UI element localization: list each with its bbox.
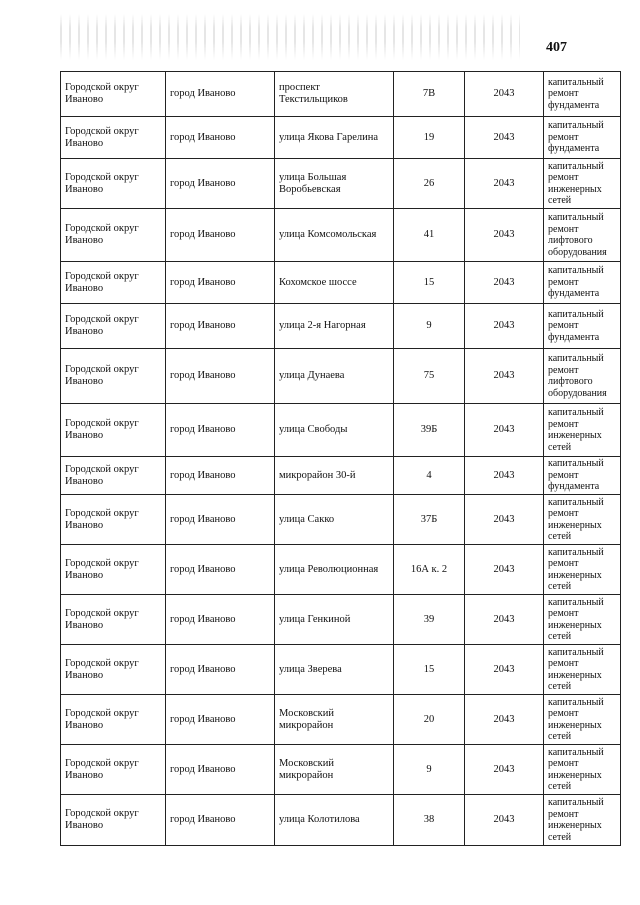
table-row xyxy=(61,159,621,209)
house-cell: 9 xyxy=(394,745,465,795)
gorod-cell: город Иваново xyxy=(166,795,275,846)
street-cell: проспект Текстильщиков xyxy=(275,72,394,117)
house-cell: 19 xyxy=(394,117,465,159)
table-row xyxy=(61,209,621,262)
house-cell: 26 xyxy=(394,159,465,209)
year-cell: 2043 xyxy=(465,795,544,846)
gorod-cell: город Иваново xyxy=(166,645,275,695)
register-table-body xyxy=(61,72,621,846)
year-cell: 2043 xyxy=(465,645,544,695)
house-cell: 9 xyxy=(394,304,465,349)
okrug-cell: Городской округ Иваново xyxy=(61,457,166,495)
house-cell: 4 xyxy=(394,457,465,495)
gorod-cell: город Иваново xyxy=(166,595,275,645)
gorod-cell: город Иваново xyxy=(166,209,275,262)
table-row xyxy=(61,117,621,159)
table-row xyxy=(61,262,621,304)
street-cell: улица Комсомольская xyxy=(275,209,394,262)
year-cell: 2043 xyxy=(465,595,544,645)
street-cell: улица Свободы xyxy=(275,404,394,457)
street-cell: улица Революционная xyxy=(275,545,394,595)
year-cell: 2043 xyxy=(465,495,544,545)
gorod-cell: город Иваново xyxy=(166,745,275,795)
year-cell: 2043 xyxy=(465,159,544,209)
house-cell: 38 xyxy=(394,795,465,846)
street-cell: улица Сакко xyxy=(275,495,394,545)
okrug-cell: Городской округ Иваново xyxy=(61,72,166,117)
okrug-cell: Городской округ Иваново xyxy=(61,545,166,595)
okrug-cell: Городской округ Иваново xyxy=(61,595,166,645)
house-cell: 41 xyxy=(394,209,465,262)
year-cell: 2043 xyxy=(465,695,544,745)
work-cell: капитальный ремонт фундамента xyxy=(544,72,621,117)
table-row xyxy=(61,545,621,595)
table-row xyxy=(61,304,621,349)
okrug-cell: Городской округ Иваново xyxy=(61,349,166,404)
house-cell: 15 xyxy=(394,645,465,695)
okrug-cell: Городской округ Иваново xyxy=(61,262,166,304)
street-cell: улица Большая Воробьевская xyxy=(275,159,394,209)
table-row xyxy=(61,72,621,117)
okrug-cell: Городской округ Иваново xyxy=(61,695,166,745)
table-row xyxy=(61,795,621,846)
work-cell: капитальный ремонт инженерных сетей xyxy=(544,695,621,745)
scan-noise xyxy=(60,14,520,60)
work-cell: капитальный ремонт инженерных сетей xyxy=(544,159,621,209)
work-cell: капитальный ремонт лифтового оборудования xyxy=(544,209,621,262)
street-cell: Московский микрорайон xyxy=(275,695,394,745)
gorod-cell: город Иваново xyxy=(166,695,275,745)
year-cell: 2043 xyxy=(465,209,544,262)
table-row xyxy=(61,745,621,795)
street-cell: улица Генкиной xyxy=(275,595,394,645)
street-cell: Кохомское шоссе xyxy=(275,262,394,304)
work-cell: капитальный ремонт инженерных сетей xyxy=(544,545,621,595)
street-cell: улица Зверева xyxy=(275,645,394,695)
table-row xyxy=(61,595,621,645)
okrug-cell: Городской округ Иваново xyxy=(61,117,166,159)
street-cell: Московский микрорайон xyxy=(275,745,394,795)
year-cell: 2043 xyxy=(465,457,544,495)
year-cell: 2043 xyxy=(465,262,544,304)
year-cell: 2043 xyxy=(465,304,544,349)
work-cell: капитальный ремонт инженерных сетей xyxy=(544,404,621,457)
work-cell: капитальный ремонт инженерных сетей xyxy=(544,495,621,545)
gorod-cell: город Иваново xyxy=(166,159,275,209)
work-cell: капитальный ремонт инженерных сетей xyxy=(544,745,621,795)
okrug-cell: Городской округ Иваново xyxy=(61,495,166,545)
work-cell: капитальный ремонт инженерных сетей xyxy=(544,645,621,695)
year-cell: 2043 xyxy=(465,117,544,159)
work-cell: капитальный ремонт фундамента xyxy=(544,262,621,304)
work-cell: капитальный ремонт инженерных сетей xyxy=(544,595,621,645)
table-row xyxy=(61,645,621,695)
house-cell: 37Б xyxy=(394,495,465,545)
okrug-cell: Городской округ Иваново xyxy=(61,304,166,349)
table-row xyxy=(61,495,621,545)
okrug-cell: Городской округ Иваново xyxy=(61,209,166,262)
work-cell: капитальный ремонт фундамента xyxy=(544,457,621,495)
work-cell: капитальный ремонт инженерных сетей xyxy=(544,795,621,846)
gorod-cell: город Иваново xyxy=(166,262,275,304)
house-cell: 39Б xyxy=(394,404,465,457)
year-cell: 2043 xyxy=(465,349,544,404)
year-cell: 2043 xyxy=(465,404,544,457)
okrug-cell: Городской округ Иваново xyxy=(61,404,166,457)
street-cell: улица 2-я Нагорная xyxy=(275,304,394,349)
house-cell: 20 xyxy=(394,695,465,745)
work-cell: капитальный ремонт лифтового оборудования xyxy=(544,349,621,404)
street-cell: улица Дунаева xyxy=(275,349,394,404)
page-number: 407 xyxy=(546,40,567,55)
house-cell: 15 xyxy=(394,262,465,304)
okrug-cell: Городской округ Иваново xyxy=(61,645,166,695)
gorod-cell: город Иваново xyxy=(166,117,275,159)
work-cell: капитальный ремонт фундамента xyxy=(544,304,621,349)
okrug-cell: Городской округ Иваново xyxy=(61,159,166,209)
okrug-cell: Городской округ Иваново xyxy=(61,745,166,795)
street-cell: микрорайон 30-й xyxy=(275,457,394,495)
house-cell: 39 xyxy=(394,595,465,645)
okrug-cell: Городской округ Иваново xyxy=(61,795,166,846)
gorod-cell: город Иваново xyxy=(166,495,275,545)
register-table xyxy=(60,71,621,846)
gorod-cell: город Иваново xyxy=(166,349,275,404)
table-row xyxy=(61,457,621,495)
street-cell: улица Колотилова xyxy=(275,795,394,846)
street-cell: улица Якова Гарелина xyxy=(275,117,394,159)
gorod-cell: город Иваново xyxy=(166,545,275,595)
gorod-cell: город Иваново xyxy=(166,72,275,117)
house-cell: 75 xyxy=(394,349,465,404)
work-cell: капитальный ремонт фундамента xyxy=(544,117,621,159)
gorod-cell: город Иваново xyxy=(166,404,275,457)
table-row xyxy=(61,349,621,404)
table-row xyxy=(61,695,621,745)
house-cell: 7В xyxy=(394,72,465,117)
gorod-cell: город Иваново xyxy=(166,304,275,349)
table-row xyxy=(61,404,621,457)
gorod-cell: город Иваново xyxy=(166,457,275,495)
year-cell: 2043 xyxy=(465,545,544,595)
year-cell: 2043 xyxy=(465,745,544,795)
house-cell: 16А к. 2 xyxy=(394,545,465,595)
year-cell: 2043 xyxy=(465,72,544,117)
